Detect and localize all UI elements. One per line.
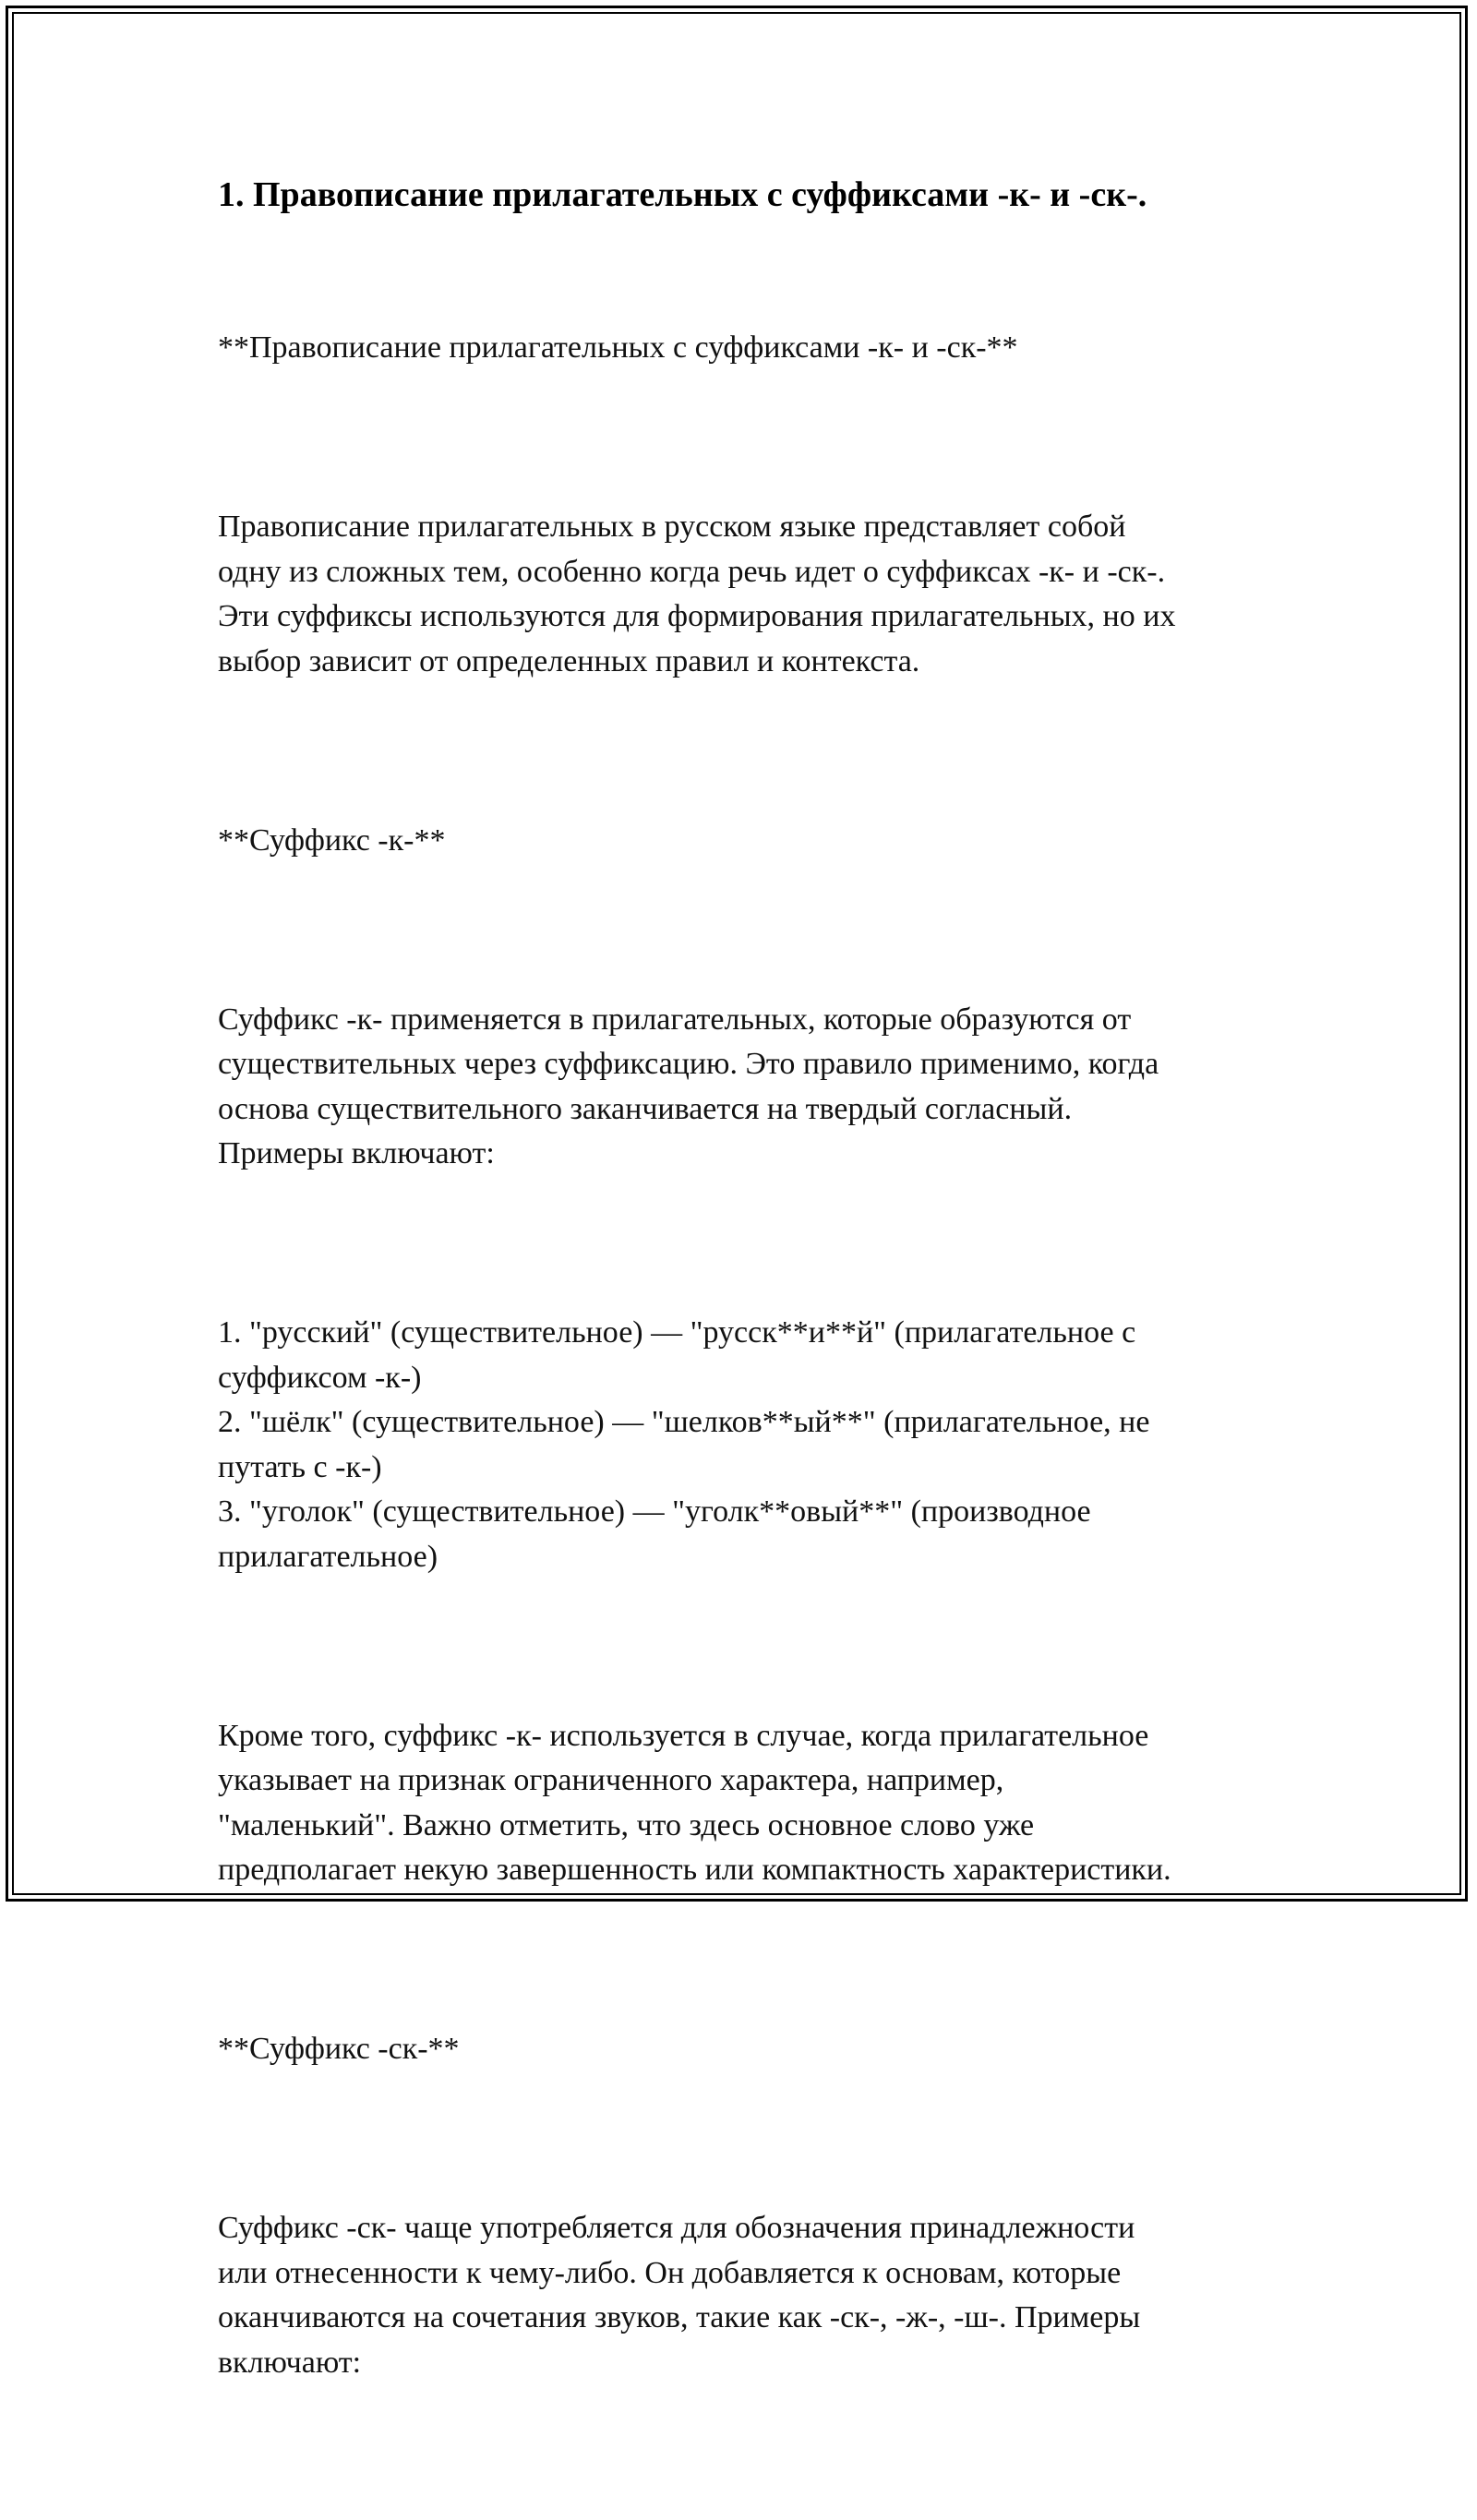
- paragraph-examples-list: 1. "русский" (существительное) — "русск**и**й" (прилагательное с суффиксом -к-) 2. "шёлк" (существительное) — "шелков**ый**" (прилагательное, не путать с -к-) 3. "уголок" (существительное) — "уголк**овый**" (производное прилагательное): [218, 1315, 1150, 1574]
- paragraph-suffix-k-heading: **Суффикс -к-**: [218, 822, 446, 858]
- paragraph-intro: Правописание прилагательных в русском языке представляет собой одну из сложных тем, особенно когда речь идет о суффиксах -к- и -ск-. Эти суффиксы используются для формирования прилагательных, но их выбор зависит от определенных правил и контекста.: [218, 510, 1176, 678]
- paragraph-suffix-k-description: Суффикс -к- применяется в прилагательных, которые образуются от существительных через суффиксацию. Это правило применимо, когда основа существительного заканчивается на твердый согласный. Примеры включают:: [218, 1002, 1159, 1170]
- document-content: [218, 172, 1279, 2520]
- paragraph-suffix-sk-heading: **Суффикс -ск-**: [218, 2032, 460, 2066]
- paragraph-suffix-k-additional: Кроме того, суффикс -к- используется в случае, когда прилагательное указывает на признак ограниченного характера, например, "маленький". Важно отметить, что здесь основное слово уже предполагает некую завершенность или компактность характеристики.: [218, 1718, 1171, 1887]
- paragraph-subtitle: **Правописание прилагательных с суффиксами -к- и -ск-**: [218, 330, 1018, 365]
- document-title: 1. Правописание прилагательных с суффиксами -к- и -ск-.: [218, 175, 1147, 214]
- paragraph-suffix-sk-description: Суффикс -ск- чаще употребляется для обозначения принадлежности или отнесенности к чему-либо. Он добавляется к основам, которые оканчиваются на сочетания звуков, такие как -ск-, -ж-, -ш-. Примеры включают:: [218, 2211, 1141, 2380]
- document-body: [218, 236, 1279, 2520]
